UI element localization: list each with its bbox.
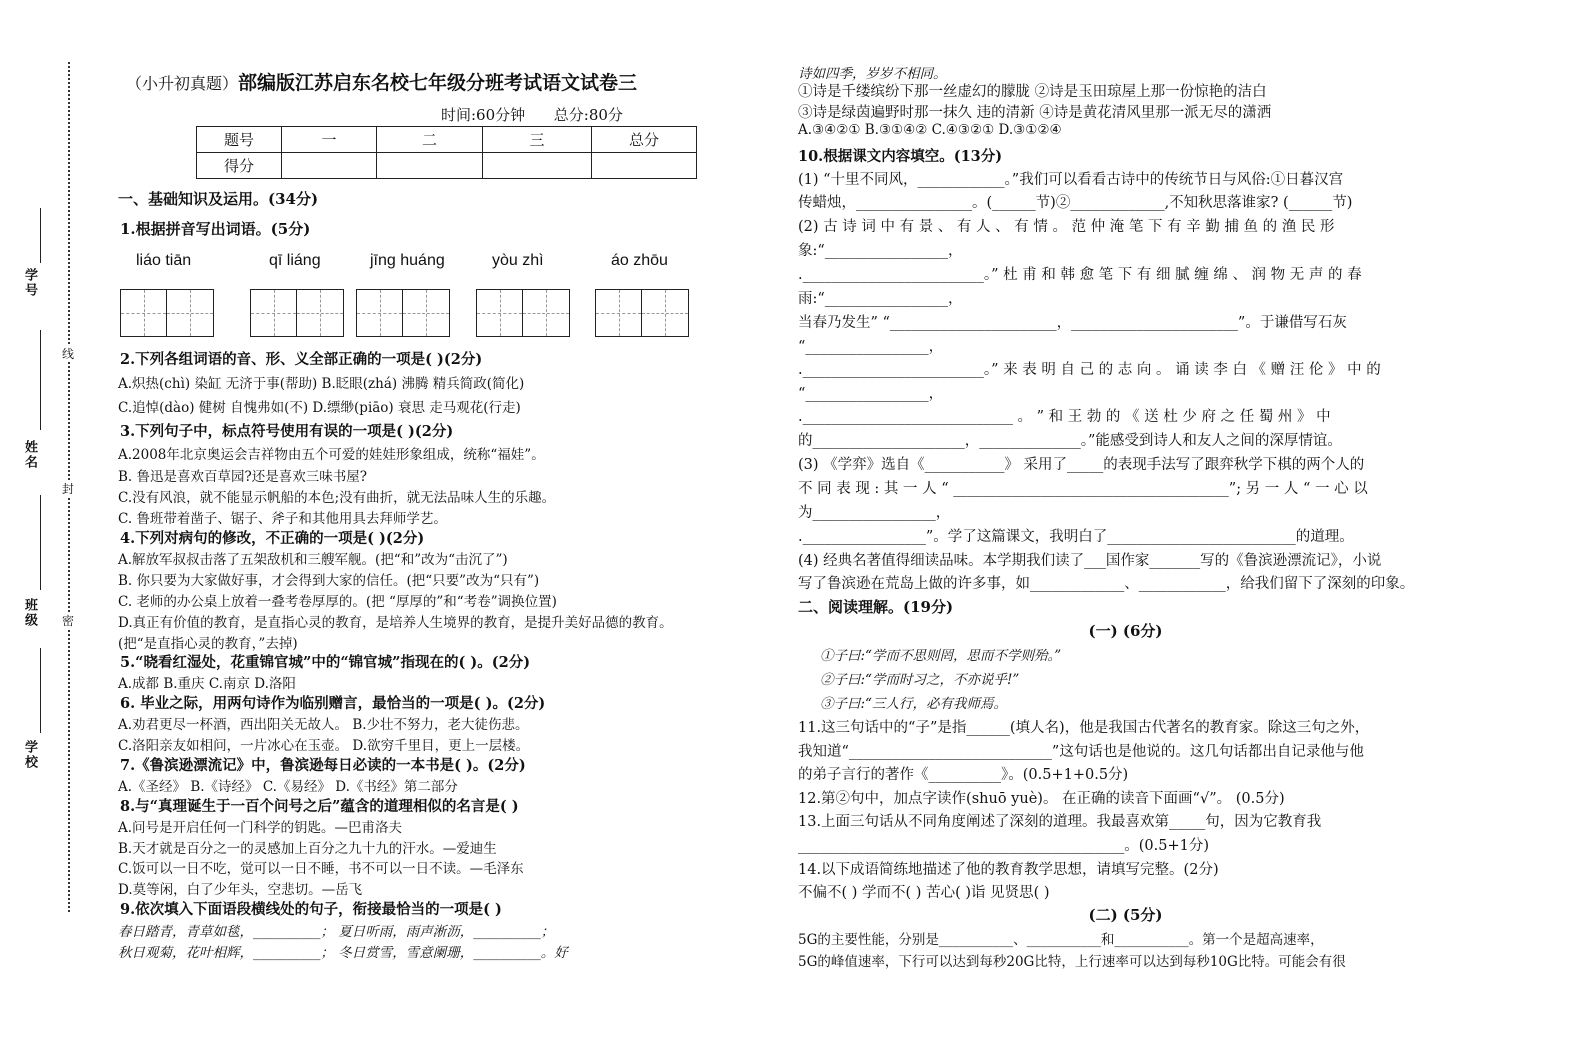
- reading-part-1-heading: (一) (6分): [1088, 622, 1163, 640]
- seal-char-line: 线: [62, 347, 75, 361]
- question-4-option-a: A.解放军叔叔击落了五架敌机和三艘军舰。(把“和”改为“击沉了”): [118, 552, 508, 568]
- question-10-line-8: “_________________，: [798, 339, 944, 355]
- score-entry-cell[interactable]: [377, 153, 483, 179]
- seal-char-secret: 密: [62, 614, 75, 628]
- margin-label-student-id: 学号: [22, 268, 37, 298]
- question-14-idioms: 不偏不( ) 学而不( ) 苦心( )诣 见贤思( ): [798, 885, 1050, 901]
- confucius-quote-2: ②子曰:“学而时习之，不亦说乎!”: [820, 672, 1020, 688]
- question-5: 5.“晓看红湿处，花重锦官城”中的“锦官城”指现在的( )。(2分): [120, 654, 531, 671]
- question-8-option-c: C.饭可以一日不吃，觉可以一日不睡，书不可以一日不读。—毛泽东: [118, 861, 524, 877]
- margin-label-name: 姓名: [22, 440, 37, 470]
- question-10-line-9: ._________________________。” 来 表 明 自 己 的 志 向 。 诵 读 李 白 《 赠 汪 伦 》 中 的: [798, 362, 1381, 378]
- question-3-option-b: B. 鲁迅是喜欢百草园?还是喜欢三味书屋?: [118, 469, 367, 485]
- section-1-heading: 一、基础知识及运用。(34分): [118, 190, 319, 208]
- pinyin-3: jīng huáng: [370, 252, 445, 269]
- question-1: 1.根据拼音写出词语。(5分): [120, 220, 311, 238]
- character-grid-5[interactable]: [595, 289, 689, 337]
- character-grid-1[interactable]: [120, 289, 214, 337]
- question-7: 7.《鲁滨逊漂流记》中，鲁滨逊每日必读的一本书是( )。(2分): [120, 757, 526, 774]
- question-10-line-16: ._________________”。学了这篇课文，我明白了__________________________的道理。: [798, 529, 1354, 545]
- question-13-line-2: _____________________________________________。(0.5+1分): [798, 838, 1209, 854]
- margin-label-school: 学校: [22, 740, 37, 770]
- question-6-options-ab: A.劝君更尽一杯酒，西出阳关无故人。 B.少壮不努力，老大徒伤悲。: [118, 717, 529, 733]
- exam-time: 时间:60分钟: [441, 106, 526, 124]
- question-5-options: A.成都 B.重庆 C.南京 D.洛阳: [118, 676, 296, 692]
- exam-total-score: 总分:80分: [553, 106, 623, 124]
- score-entry-cell[interactable]: [592, 153, 697, 179]
- reading-part-2-heading: (二) (5分): [1088, 906, 1163, 924]
- question-10-line-1: (1) “十里不同风，____________。”我们可以看看古诗中的传统节日与风俗:①日暮汉宫: [798, 172, 1344, 188]
- question-9: 9.依次填入下面语段横线处的句子，衔接最恰当的一项是( ): [120, 901, 502, 918]
- question-8-option-b: B.天才就是百分之一的灵感加上百分之九十九的汗水。—爱迪生: [118, 841, 497, 857]
- question-3-option-d: C. 鲁班带着凿子、锯子、斧子和其他用具去拜师学艺。: [118, 511, 447, 527]
- question-8: 8.与“真理诞生于一百个问号之后”蕴含的道理相似的名言是( ): [120, 798, 519, 815]
- question-8-option-d: D.莫等闲，白了少年头，空悲切。—岳飞: [118, 882, 363, 898]
- question-10-line-11: ._____________________________ 。 ” 和 王 勃 的 《 送 杜 少 府 之 任 蜀 州 》 中: [798, 409, 1331, 425]
- pinyin-5: áo zhōu: [611, 252, 668, 269]
- question-9-options: A.③④②① B.③①④② C.④③②① D.③①②④: [798, 122, 1062, 138]
- question-3-option-c: C.没有风浪，就不能显示帆船的本色;没有曲折，就无法品味人生的乐趣。: [118, 490, 556, 506]
- score-header-cell: 二: [377, 127, 483, 153]
- question-4-option-c: C. 老师的办公桌上放着一叠考卷厚厚的。(把 “厚厚的”和“考卷”调换位置): [118, 594, 557, 610]
- question-11-line-3: 的弟子言行的著作《__________》。(0.5+1+0.5分): [798, 767, 1129, 783]
- question-4-option-d: D.真正有价值的教育，是直指心灵的教育，是培养人生境界的教育，是提升美好品德的教育。: [118, 615, 673, 631]
- poem-line-2: ③诗是绿茵遍野时那一抹久 违的清新 ④诗是黄花清风里那一派无尽的潇洒: [798, 105, 1272, 121]
- question-10-line-13: (3) 《学弈》选自《___________》 采用了_____的表现手法写了跟弈秋学下棋的两个人的: [798, 457, 1365, 473]
- question-13: 13.上面三句话从不同角度阐述了深刻的道理。我最喜欢第_____句，因为它教育我: [798, 814, 1322, 830]
- question-10-line-4: 象:“_________________，: [798, 243, 963, 259]
- question-4: 4.下列对病句的修改，不正确的一项是( )(2分): [120, 530, 425, 547]
- question-12: 12.第②句中，加点字读作(shuō yuè)。 在正确的读音下面画“√”。 (0.5分): [798, 791, 1285, 807]
- question-3: 3.下列句子中，标点符号使用有误的一项是( )(2分): [120, 423, 454, 440]
- school-blank[interactable]: [40, 648, 41, 733]
- class-blank[interactable]: [40, 495, 41, 590]
- poem-intro: 诗如四季，岁岁不相同。: [798, 66, 947, 82]
- question-2-options-cd: C.追悼(dào) 健树 自愧弗如(不) D.缥缈(piāo) 衰思 走马观花(行走): [118, 400, 521, 416]
- question-10: 10.根据课文内容填空。(13分): [798, 148, 1003, 165]
- question-10-line-3: (2) 古 诗 词 中 有 景 、 有 人 、 有 情 。 范 仲 淹 笔 下 有 辛 勤 捕 鱼 的 渔 民 形: [798, 219, 1335, 235]
- exam-title: （小升初真题）部编版江苏启东名校七年级分班考试语文试卷三: [126, 72, 638, 94]
- score-entry-cell[interactable]: [483, 153, 592, 179]
- character-grid-4[interactable]: [476, 289, 570, 337]
- exam-time-info: [441, 104, 623, 125]
- score-header-cell: 题号: [197, 127, 282, 153]
- student-id-blank[interactable]: [40, 208, 41, 263]
- question-9-passage-line-2: 秋日观菊，花叶相辉，__________； 冬日赏雪，雪意阑珊，__________。好: [118, 945, 568, 961]
- question-6: 6. 毕业之际，用两句诗作为临别赠言，最恰当的一项是( )。(2分): [120, 695, 546, 712]
- pinyin-2: qī liáng: [269, 252, 321, 269]
- question-10-line-5: ._________________________。” 杜 甫 和 韩 愈 笔 下 有 细 腻 缠 绵 、 润 物 无 声 的 春: [798, 267, 1362, 283]
- question-6-options-cd: C.洛阳亲友如相问，一片冰心在玉壶。 D.欲穷千里目，更上一层楼。: [118, 738, 530, 754]
- pinyin-4: yòu zhì: [492, 252, 544, 269]
- pinyin-1: liáo tiān: [136, 252, 192, 269]
- question-10-line-6: 雨:“_________________，: [798, 291, 963, 307]
- question-2-options-ab: A.炽热(chì) 染缸 无济于事(帮助) B.眨眼(zhá) 沸腾 精兵简政(简化): [118, 376, 525, 392]
- question-8-option-a: A.问号是开启任何一门科学的钥匙。—巴甫洛夫: [118, 820, 403, 836]
- question-7-options: A.《圣经》 B.《诗经》 C.《易经》 D.《书经》第二部分: [118, 779, 458, 795]
- section-2-heading: 二、阅读理解。(19分): [798, 598, 954, 616]
- score-header-cell: 总分: [592, 127, 697, 153]
- question-4-option-d-note: (把“是直指心灵的教育，”去掉): [118, 636, 298, 652]
- name-blank[interactable]: [40, 330, 41, 430]
- question-10-line-18: 写了鲁滨逊在荒岛上做的许多事，如_____________、____________，给我们留下了深刻的印象。: [798, 576, 1415, 592]
- score-header-cell: 三: [483, 127, 592, 153]
- question-2: 2.下列各组词语的音、形、义全部正确的一项是( )(2分): [120, 351, 483, 368]
- character-grid-2[interactable]: [250, 289, 344, 337]
- seal-char-seal: 封: [62, 482, 75, 496]
- confucius-quote-3: ③子曰:“三人行，必有我师焉。: [820, 696, 1007, 712]
- question-11-line-2: 我知道“____________________________”这句话也是他说的。这几句话都出自记录他与他: [798, 744, 1364, 760]
- question-4-option-b: B. 你只要为大家做好事，才会得到大家的信任。(把“只要”改为“只有”): [118, 573, 540, 589]
- passage-5g-line-2: 5G的峰值速率，下行可以达到每秒20G比特，上行速率可以达到每秒10G比特。可能会有很: [798, 954, 1346, 970]
- score-header-cell: 一: [282, 127, 377, 153]
- question-10-line-14: 不 同 表 现 : 其 一 人 “ ______________________________________”; 另 一 人 “ 一 心 以: [798, 481, 1368, 497]
- question-9-passage-line-1: 春日踏青，青草如毯，__________； 夏日听雨，雨声淅沥，__________；: [118, 924, 555, 940]
- character-grid-3[interactable]: [356, 289, 450, 337]
- question-10-line-12: 的_____________________，______________。”能感受到诗人和友人之间的深厚情谊。: [798, 433, 1342, 449]
- score-label-cell: 得分: [197, 153, 282, 179]
- score-entry-cell[interactable]: [282, 153, 377, 179]
- question-10-line-15: 为_________________，: [798, 505, 951, 521]
- question-3-option-a: A.2008年北京奥运会吉祥物由五个可爱的娃娃形象组成，统称“福娃”。: [118, 447, 545, 463]
- confucius-quote-1: ①子曰:“学而不思则罔，思而不学则殆。”: [820, 648, 1062, 664]
- question-10-line-10: “_________________，: [798, 386, 944, 402]
- question-10-line-7: 当春乃发生” “_______________________，_______________________”。于谦借写石灰: [798, 315, 1347, 331]
- question-11: 11.这三句话中的“子”是指______(填人名)，他是我国古代著名的教育家。除这三句之外，: [798, 720, 1370, 736]
- passage-5g-line-1: 5G的主要性能，分别是___________、___________和___________。第一个是超高速率，: [798, 932, 1324, 948]
- score-table: [196, 126, 697, 179]
- question-10-line-2: 传蜡烛，________________。(______节)②_____________,不知秋思落谁家? (______节): [798, 195, 1353, 211]
- question-14: 14.以下成语简练地描述了他的教育教学思想，请填写完整。(2分): [798, 862, 1219, 878]
- margin-label-class: 班级: [22, 598, 37, 628]
- poem-line-1: ①诗是千缕缤纷下那一丝虚幻的朦胧 ②诗是玉田琼屋上那一份惊艳的洁白: [798, 84, 1267, 100]
- question-10-line-17: (4) 经典名著值得细读品味。本学期我们读了___国作家_______写的《鲁滨逊漂流记》，小说: [798, 553, 1382, 569]
